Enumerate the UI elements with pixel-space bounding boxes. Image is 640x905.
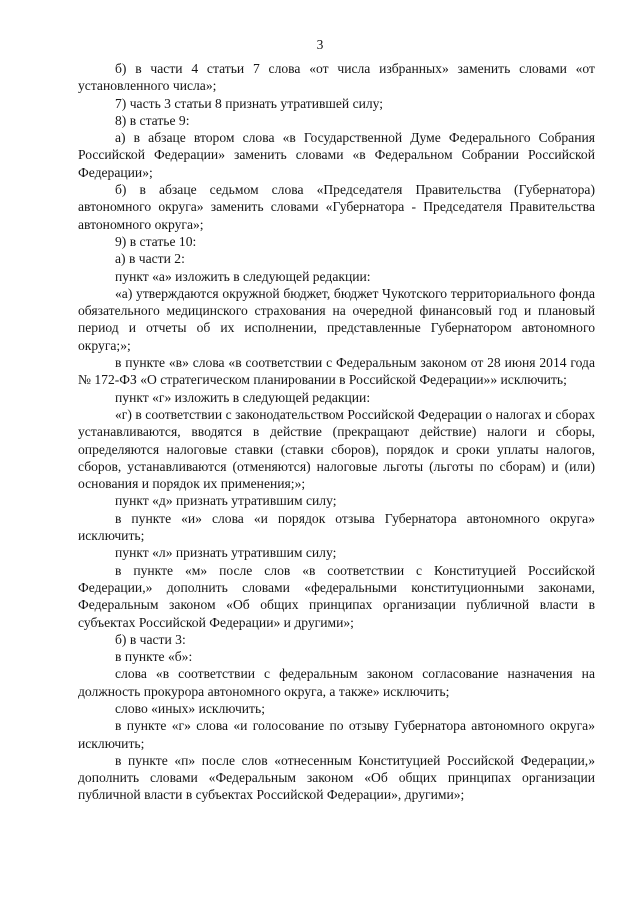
document-paragraph: в пункте «г» слова «и голосование по отзыву Губернатора автономного округа» исключить; bbox=[78, 718, 595, 751]
document-paragraph: 8) в статье 9: bbox=[115, 112, 190, 128]
document-paragraph: в пункте «б»: bbox=[115, 649, 193, 665]
document-paragraph: слова «в соответствии с федеральным законом согласование назначения на должность прокурора автономного округа, а также» исключить; bbox=[78, 666, 595, 699]
document-paragraph: в пункте «м» после слов «в соответствии с Конституцией Российской Федерации,» дополнить словами «федеральными конституционными законами, Федеральным законом «Об общих принципах организации публичной власти в субъектах Российской Федерации» и другими»; bbox=[78, 562, 595, 630]
document-paragraph: а) в части 2: bbox=[115, 251, 185, 267]
document-paragraph: а) в абзаце втором слова «в Государственной Думе Федерального Собрания Российской Федерации» заменить словами «в Федеральном Собрании Российской Федерации»; bbox=[78, 130, 595, 180]
document-paragraph: 7) часть 3 статьи 8 признать утратившей силу; bbox=[115, 95, 384, 111]
document-paragraph: б) в абзаце седьмом слова «Председателя Правительства (Губернатора) автономного округа» заменить словами «Губернатора - Председателя Правительства автономного округа»; bbox=[78, 182, 595, 232]
document-paragraph: пункт «г» изложить в следующей редакции: bbox=[115, 389, 371, 405]
document-paragraph: слово «иных» исключить; bbox=[115, 700, 265, 716]
document-paragraph: б) в части 3: bbox=[115, 631, 186, 647]
document-paragraph: пункт «л» признать утратившим силу; bbox=[115, 545, 337, 561]
document-paragraph: б) в части 4 статьи 7 слова «от числа избранных» заменить словами «от установленного числа»; bbox=[78, 61, 595, 94]
document-body bbox=[78, 60, 595, 804]
document-paragraph: пункт «д» признать утратившим силу; bbox=[115, 493, 337, 509]
document-paragraph: в пункте «п» после слов «отнесенным Конституцией Российской Федерации,» дополнить словами «Федеральным законом «Об общих принципах организации публичной власти в субъектах Российской Федерации», другими»; bbox=[78, 752, 595, 803]
document-paragraph: 9) в статье 10: bbox=[115, 233, 197, 249]
document-paragraph: «а) утверждаются окружной бюджет, бюджет Чукотского территориального фонда обязательного медицинского страхования на очередной финансовый год и плановый период и отчеты об их исполнении, представленные Губернатором автономного округа;»; bbox=[78, 285, 595, 353]
document-paragraph: в пункте «и» слова «и порядок отзыва Губернатора автономного округа» исключить; bbox=[78, 510, 595, 544]
document-paragraph: пункт «а» изложить в следующей редакции: bbox=[115, 268, 371, 284]
document-paragraph: в пункте «в» слова «в соответствии с Федеральным законом от 28 июня 2014 года № 172-ФЗ «О стратегическом планировании в Российской Федерации»» исключить; bbox=[78, 355, 595, 388]
document-paragraph: «г) в соответствии с законодательством Российской Федерации о налогах и сборах устанавливаются, вводятся в действие (прекращают действие) налоги и сборы, определяются налоговые ставки (ставки сборов), порядок и сроки уплаты налогов, сборов, устанавливаются (отменяются) налоговые льготы (льготы по сборам) и (или) основания и порядок их применения;»; bbox=[78, 406, 595, 492]
page-number: 3 bbox=[316, 37, 324, 52]
